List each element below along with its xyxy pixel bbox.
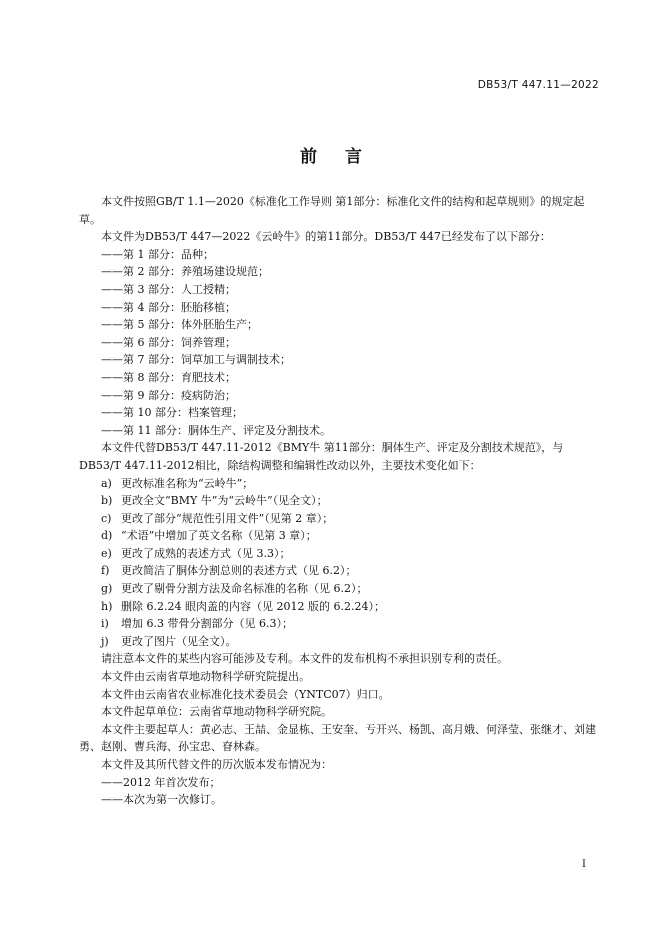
part-item: ——第 7 部分：饲草加工与调制技术； [101,353,291,367]
part-item: ——第 9 部分：疫病防治； [101,388,236,402]
change-marker: b) [101,494,113,508]
change-text: 更改了成熟的表述方式（见 3.3）； [121,546,291,560]
history-item: ——本次为第一次修订。 [101,793,222,807]
part-item: ——第 3 部分：人工授精； [101,282,236,296]
part-item: ——第 1 部分：品种； [101,247,214,261]
change-marker: j) [101,634,109,648]
change-marker: i) [101,617,109,631]
change-text: 增加 6.3 带骨分割部分（见 6.3）； [121,617,293,631]
change-text: 更改了图片（见全文）。 [121,634,237,648]
intro-paragraph-1: 本文件按照GB/T 1.1—2020《标准化工作导则 第1部分：标准化文件的结构和起草规则》的规定起草。 [79,195,585,226]
drafters-paragraph: 本文件主要起草人：黄必志、王喆、金显栋、王安奎、亐开兴、杨凯、高月娥、何泽莹、张继才、刘建勇、赵刚、曹兵海、孙宝忠、眘林森。 [79,722,596,754]
page-number: I [582,859,586,870]
part-item: ——第 11 部分：胴体生产、评定及分割技术。 [101,423,331,437]
change-text: 更改了部分“规范性引用文件”（见第 2 章）； [121,511,334,525]
replace-paragraph: 本文件代替DB53/T 447.11-2012《BMY牛 第11部分：胴体生产、评定及分割技术规范》，与DB53/T 447.11-2012相比，除结构调整和编辑性改动以外，主要技术变化如下： [79,441,564,472]
change-marker: g) [101,582,113,596]
drafting-unit-paragraph: 本文件起草单位：云南省草地动物科学研究院。 [101,705,332,719]
part-item: ——第 2 部分：养殖场建设规范； [101,265,269,279]
change-item [79,475,602,493]
part-item: ——第 4 部分：胚胎移植； [101,300,236,314]
history-item: ——2012 年首次发布； [101,775,221,789]
page-title: 前言 [300,147,390,167]
document-body [79,193,602,809]
change-marker: f) [101,564,110,578]
part-item: ——第 8 部分：育肥技术； [101,370,236,384]
proposer-paragraph: 本文件由云南省草地动物科学研究院提出。 [101,670,310,684]
change-text: 更改简洁了胴体分割总则的表述方式（见 6.2）； [121,564,357,578]
change-marker: c) [101,511,112,525]
change-text: 更改标准名称为“云岭牛”； [121,476,254,490]
part-item: ——第 6 部分：饲养管理； [101,335,236,349]
change-item [79,492,602,510]
change-item [79,633,602,651]
change-marker: e) [101,546,112,560]
change-text: 更改了剔骨分割方法及命名标准的名称（见 6.2）； [121,582,368,596]
change-item [79,562,602,580]
part-item: ——第 5 部分：体外胚胎生产； [101,318,258,332]
change-item [79,527,602,545]
change-text: 删除 6.2.24 眼肉盖的内容（见 2012 版的 6.2.24）； [121,599,385,613]
history-intro-paragraph: 本文件及其所代替文件的历次版本发布情况为： [101,758,332,771]
change-item [79,598,602,616]
patent-notice: 请注意本文件的某些内容可能涉及专利。本文件的发布机构不承担识别专利的责任。 [101,652,508,666]
document-number: DB53/T 447.11—2022 [477,79,599,91]
change-item [79,545,602,563]
change-item [79,615,602,633]
change-marker: a) [101,476,112,490]
change-text: “术语”中增加了英文名称（见第 3 章）； [121,529,317,543]
change-text: 更改全文“BMY 牛”为“云岭牛”（见全文）； [121,494,328,508]
part-item: ——第 10 部分：档案管理； [101,406,243,420]
intro-paragraph-2: 本文件为DB53/T 447—2022《云岭牛》的第11部分。DB53/T 447已经发布了以下部分： [101,230,551,244]
change-marker: h) [101,599,113,613]
change-marker: d) [101,529,113,543]
committee-paragraph: 本文件由云南省农业标准化技术委员会（YNTC07）归口。 [101,687,390,701]
change-item [79,510,602,528]
change-item [79,580,602,598]
